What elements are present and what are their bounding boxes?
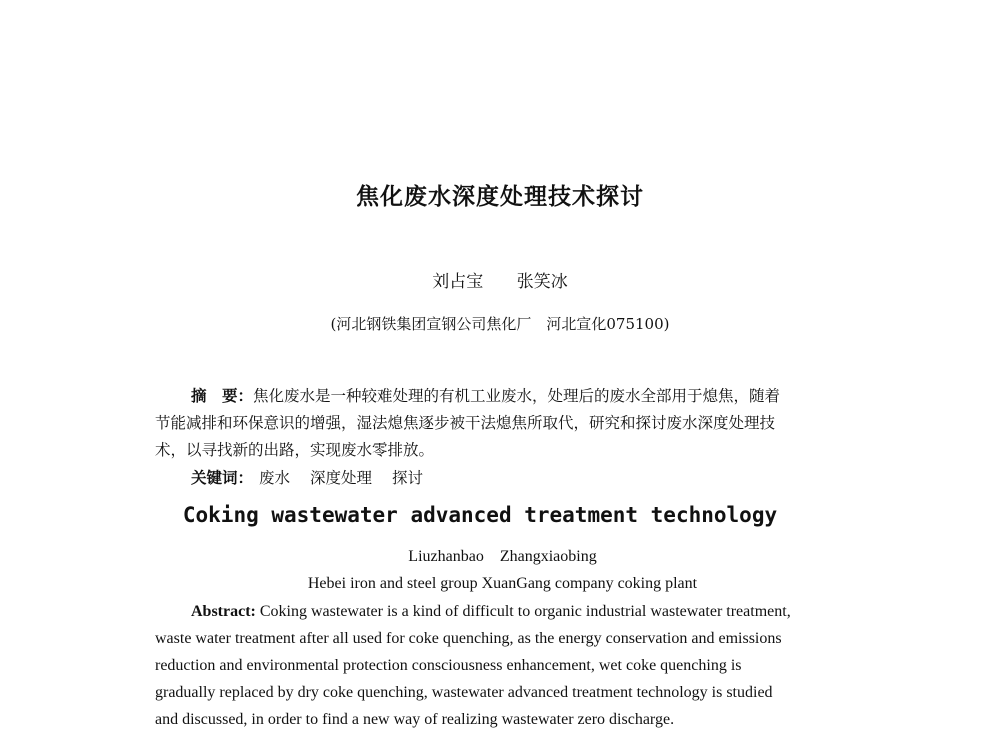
chinese-abstract [155, 383, 855, 464]
english-affiliation: Hebei iron and steel group XuanGang company coking plant [307, 575, 698, 592]
english-abstract-label: Abstract: [191, 603, 256, 620]
chinese-abstract-label: 摘 要： [191, 387, 254, 405]
chinese-affiliation: (河北钢铁集团宣钢公司焦化厂 河北宣化075100) [330, 315, 670, 333]
chinese-keywords [191, 466, 851, 488]
chinese-abstract-line-1: 焦化废水是一种较难处理的有机工业废水，处理后的废水全部用于熄焦，随着 [253, 387, 781, 405]
english-title: Coking wastewater advanced treatment technology [182, 503, 778, 527]
chinese-authors [0, 267, 1000, 292]
english-abstract-line-4: gradually replaced by dry coke quenching, wastewater advanced treatment technology is studied [155, 684, 773, 701]
chinese-abstract-line-2: 节能减排和环保意识的增强，湿法熄焦逐步被干法熄焦所取代，研究和探讨废水深度处理技 [155, 414, 776, 432]
english-abstract-line-2: waste water treatment after all used for coke quenching, as the energy conservation and emissions [155, 630, 782, 647]
author-cn-2: 张笑冰 [516, 272, 568, 292]
english-abstract-line-5: and discussed, in order to find a new way of realizing wastewater zero discharge. [155, 711, 675, 728]
keyword-2: 深度处理 [310, 469, 373, 487]
keywords-label: 关键词： [191, 469, 254, 487]
keyword-3: 探讨 [392, 469, 424, 487]
author-en-2: Zhangxiaobing [499, 548, 597, 565]
english-abstract-line-3: reduction and environmental protection consciousness enhancement, wet coke quenching is [155, 657, 742, 674]
keyword-1: 废水 [259, 469, 291, 487]
chinese-title: 焦化废水深度处理技术探讨 [356, 184, 644, 210]
english-abstract-line-1: Coking wastewater is a kind of difficult to organic industrial wastewater treatment, [255, 603, 791, 620]
chinese-abstract-line-3: 术，以寻找新的出路，实现废水零排放。 [155, 441, 435, 459]
author-en-1: Liuzhanbao [408, 548, 484, 565]
author-cn-1: 刘占宝 [432, 272, 484, 292]
english-authors [0, 548, 1000, 566]
english-abstract [155, 598, 855, 733]
